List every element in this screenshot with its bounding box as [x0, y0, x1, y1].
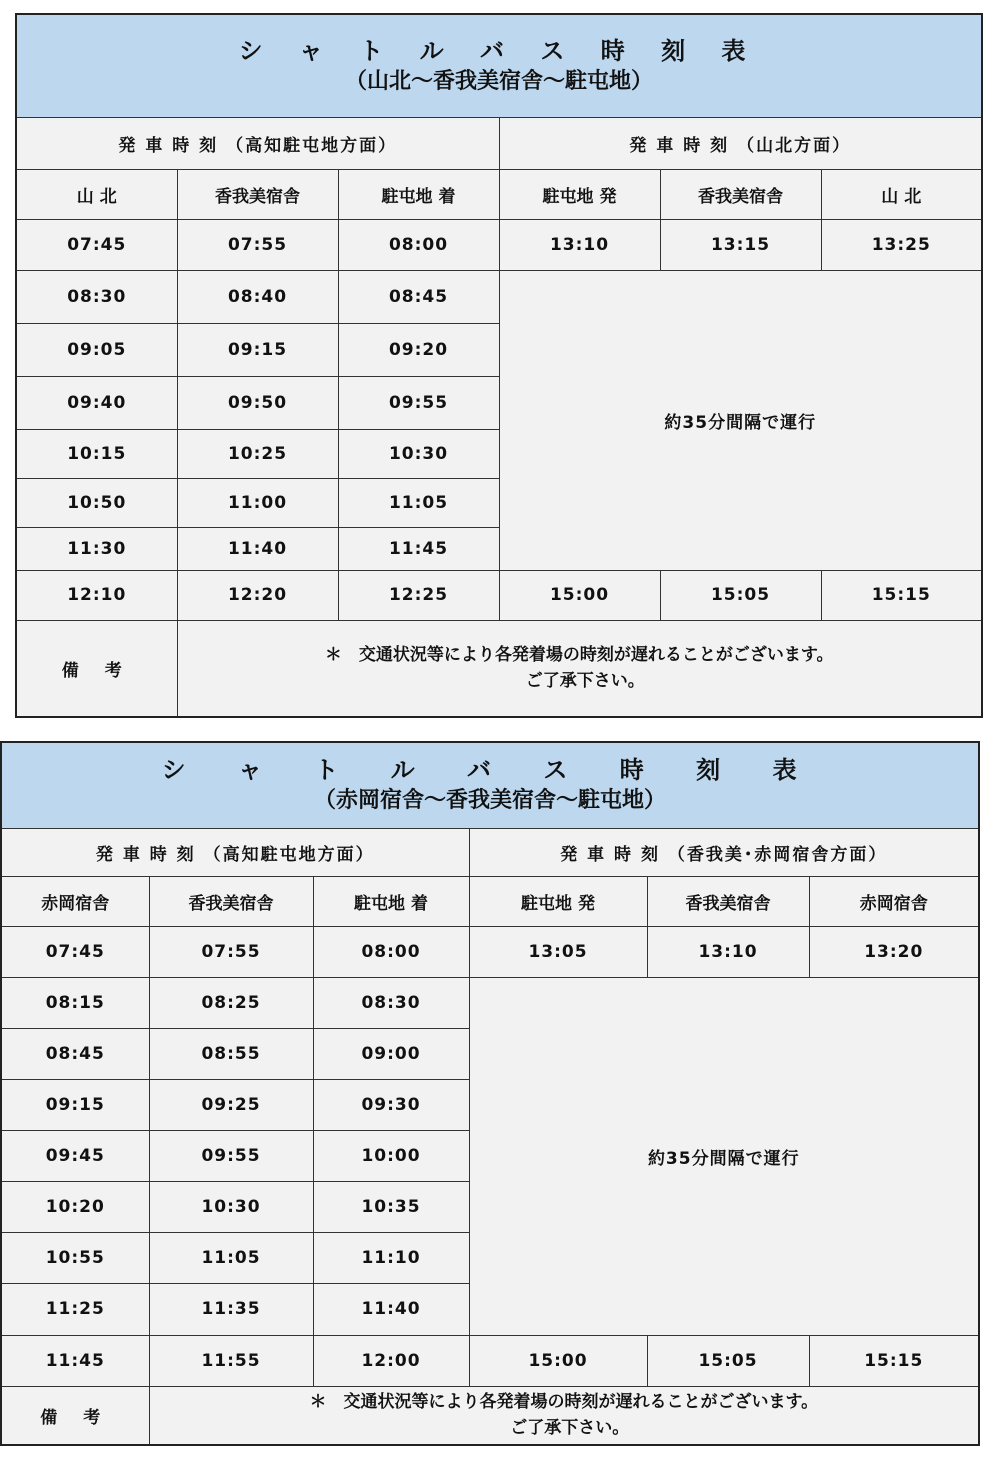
time-cell: 11:05	[149, 1232, 313, 1283]
timetable-table	[15, 13, 983, 718]
title-text: シ ャ ト ル バ ス 時 刻 表	[238, 36, 760, 65]
route-subtitle: （山北～香我美宿舎～駐屯地）	[344, 68, 653, 94]
column-header: 山 北	[821, 169, 982, 219]
time-cell: 07:45	[16, 219, 177, 270]
section-header-return: 発 車 時 刻 （山北方面）	[499, 117, 982, 169]
section-header-outbound: 発 車 時 刻 （高知駐屯地方面）	[16, 117, 499, 169]
column-header: 赤岡宿舎	[809, 876, 979, 926]
time-cell: 11:55	[149, 1335, 313, 1386]
time-cell: 07:55	[177, 219, 338, 270]
time-cell: 08:45	[338, 270, 499, 323]
time-cell: 11:05	[338, 478, 499, 527]
time-cell: 09:45	[1, 1130, 149, 1181]
column-header: 香我美宿舎	[647, 876, 809, 926]
remarks-cell	[149, 1386, 979, 1445]
time-cell: 08:40	[177, 270, 338, 323]
remarks-label: 備 考	[16, 620, 177, 717]
time-cell: 09:00	[313, 1028, 469, 1079]
remarks-line: ＊ 交通状況等により各発着場の時刻が遅れることがございます。	[324, 645, 834, 666]
timetable-table	[0, 741, 980, 1446]
time-cell: 09:25	[149, 1079, 313, 1130]
time-cell: 10:35	[313, 1181, 469, 1232]
column-header: 香我美宿舎	[177, 169, 338, 219]
route-subtitle: （赤岡宿舎～香我美宿舎～駐屯地）	[314, 788, 667, 814]
remarks-line: ＊ 交通状況等により各発着場の時刻が遅れることがございます。	[309, 1392, 819, 1413]
section-header-return: 発 車 時 刻 （香我美･赤岡宿舎方面）	[469, 828, 979, 876]
timetable-akaoka	[0, 741, 978, 1446]
table-row	[1, 1335, 979, 1386]
table-row	[1, 926, 979, 977]
time-cell: 11:30	[16, 527, 177, 570]
time-cell: 11:45	[1, 1335, 149, 1386]
time-cell: 11:35	[149, 1283, 313, 1335]
time-cell: 08:45	[1, 1028, 149, 1079]
time-cell: 13:15	[660, 219, 821, 270]
time-cell: 09:50	[177, 376, 338, 429]
time-cell: 10:30	[338, 429, 499, 478]
time-cell: 08:25	[149, 977, 313, 1028]
table-row	[1, 977, 979, 1028]
time-cell: 10:55	[1, 1232, 149, 1283]
title-text: シ ャ ト ル バ ス 時 刻 表	[161, 756, 819, 785]
table-row	[16, 570, 982, 620]
time-cell: 10:25	[177, 429, 338, 478]
time-cell: 09:15	[177, 323, 338, 376]
remarks-label: 備 考	[1, 1386, 149, 1445]
time-cell: 13:05	[469, 926, 647, 977]
time-cell: 08:30	[313, 977, 469, 1028]
time-cell: 13:10	[499, 219, 660, 270]
time-cell: 09:15	[1, 1079, 149, 1130]
time-cell: 15:15	[821, 570, 982, 620]
time-cell: 12:00	[313, 1335, 469, 1386]
time-cell: 09:55	[338, 376, 499, 429]
time-cell: 09:30	[313, 1079, 469, 1130]
time-cell: 12:25	[338, 570, 499, 620]
time-cell: 15:15	[809, 1335, 979, 1386]
time-cell: 08:55	[149, 1028, 313, 1079]
time-cell: 13:10	[647, 926, 809, 977]
time-cell: 08:15	[1, 977, 149, 1028]
time-cell: 10:00	[313, 1130, 469, 1181]
time-cell: 09:55	[149, 1130, 313, 1181]
time-cell: 08:00	[313, 926, 469, 977]
remarks-cell	[177, 620, 982, 717]
time-cell: 11:10	[313, 1232, 469, 1283]
time-cell: 10:30	[149, 1181, 313, 1232]
time-cell: 15:05	[660, 570, 821, 620]
time-cell: 09:05	[16, 323, 177, 376]
time-cell: 07:45	[1, 926, 149, 977]
time-cell: 11:40	[177, 527, 338, 570]
time-cell: 15:00	[499, 570, 660, 620]
time-cell: 11:25	[1, 1283, 149, 1335]
remarks-line: ご了承下さい。	[525, 671, 645, 692]
column-header: 香我美宿舎	[149, 876, 313, 926]
table-row	[16, 219, 982, 270]
column-header: 山 北	[16, 169, 177, 219]
time-cell: 13:20	[809, 926, 979, 977]
timetable-title	[16, 14, 982, 117]
column-header: 駐屯地 発	[499, 169, 660, 219]
section-header-outbound: 発 車 時 刻 （高知駐屯地方面）	[1, 828, 469, 876]
column-header: 香我美宿舎	[660, 169, 821, 219]
time-cell: 15:05	[647, 1335, 809, 1386]
timetable-yamakita	[15, 13, 981, 718]
column-header: 駐屯地 着	[313, 876, 469, 926]
time-cell: 12:20	[177, 570, 338, 620]
time-cell: 11:45	[338, 527, 499, 570]
remarks-line: ご了承下さい。	[510, 1418, 630, 1439]
time-cell: 10:50	[16, 478, 177, 527]
table-row	[16, 270, 982, 323]
timetable-title	[1, 742, 979, 828]
time-cell: 09:20	[338, 323, 499, 376]
time-cell: 11:40	[313, 1283, 469, 1335]
time-cell: 08:00	[338, 219, 499, 270]
interval-notice: 約35分間隔で運行	[499, 270, 982, 570]
column-header: 赤岡宿舎	[1, 876, 149, 926]
column-header: 駐屯地 発	[469, 876, 647, 926]
interval-notice: 約35分間隔で運行	[469, 977, 979, 1335]
time-cell: 08:30	[16, 270, 177, 323]
time-cell: 07:55	[149, 926, 313, 977]
time-cell: 10:15	[16, 429, 177, 478]
time-cell: 11:00	[177, 478, 338, 527]
time-cell: 12:10	[16, 570, 177, 620]
time-cell: 10:20	[1, 1181, 149, 1232]
time-cell: 13:25	[821, 219, 982, 270]
column-header: 駐屯地 着	[338, 169, 499, 219]
time-cell: 15:00	[469, 1335, 647, 1386]
time-cell: 09:40	[16, 376, 177, 429]
